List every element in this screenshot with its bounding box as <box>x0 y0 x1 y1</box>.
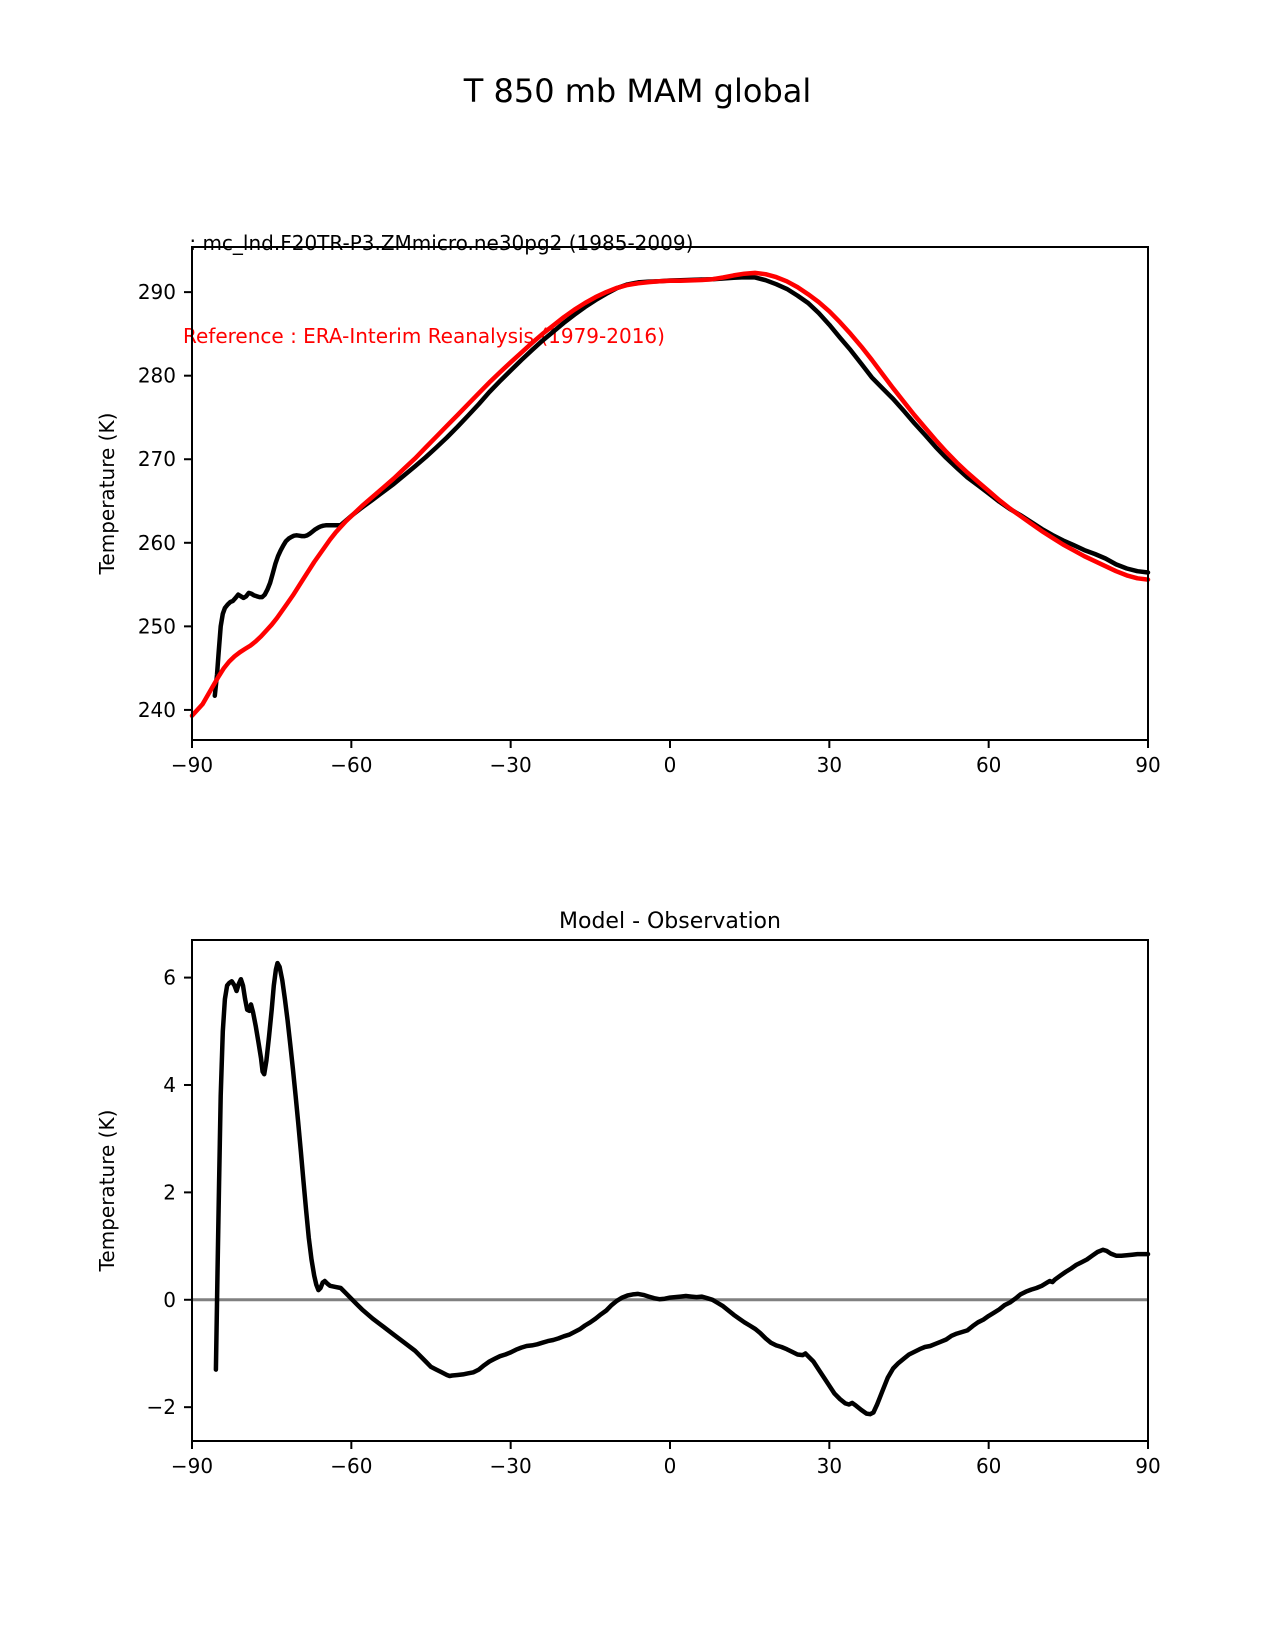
x-tick-label: 90 <box>1135 753 1161 777</box>
x-tick-label: −30 <box>489 753 532 777</box>
y-tick-label: 6 <box>163 965 176 990</box>
y-tick-label: 250 <box>137 614 176 639</box>
x-tick-label: 0 <box>663 1454 677 1478</box>
x-tick-label: −90 <box>170 1454 214 1478</box>
y-tick-label: 260 <box>137 530 176 555</box>
y-tick-label: 4 <box>163 1072 176 1097</box>
y-tick-label: 280 <box>137 363 176 388</box>
series-reference <box>192 273 1148 716</box>
series-model-minus-obs <box>216 963 1148 1414</box>
y-tick-label: 0 <box>163 1287 176 1312</box>
y-tick-label: −2 <box>146 1395 176 1420</box>
x-tick-label: −60 <box>330 753 373 777</box>
subplot-title: Model - Observation <box>559 909 781 934</box>
y-axis-label: Temperature (K) <box>95 1109 119 1272</box>
y-tick-label: 2 <box>163 1180 176 1205</box>
x-tick-label: 0 <box>663 753 677 777</box>
axes-spines <box>192 940 1148 1441</box>
x-tick-label: −60 <box>330 1454 373 1478</box>
y-tick-label: 270 <box>137 447 176 472</box>
y-tick-label: 290 <box>137 280 176 305</box>
x-tick-label: −90 <box>170 753 214 777</box>
x-tick-label: 60 <box>975 753 1002 777</box>
figure-title: T 850 mb MAM global <box>463 72 812 110</box>
x-tick-label: −30 <box>489 1454 532 1478</box>
x-tick-label: 30 <box>816 1454 843 1478</box>
x-tick-label: 60 <box>975 1454 1002 1478</box>
series-model <box>215 277 1148 696</box>
axes-spines <box>192 247 1148 740</box>
legend-reference-label: Reference : ERA-Interim Reanalysis (1979-2016) <box>183 324 665 348</box>
x-tick-label: 90 <box>1135 1454 1161 1478</box>
y-tick-label: 240 <box>137 697 176 722</box>
y-axis-label: Temperature (K) <box>95 412 119 575</box>
x-tick-label: 30 <box>816 753 843 777</box>
legend-model-label: : mc_lnd.F20TR-P3.ZMmicro.ne30pg2 (1985-2009) <box>183 231 694 255</box>
